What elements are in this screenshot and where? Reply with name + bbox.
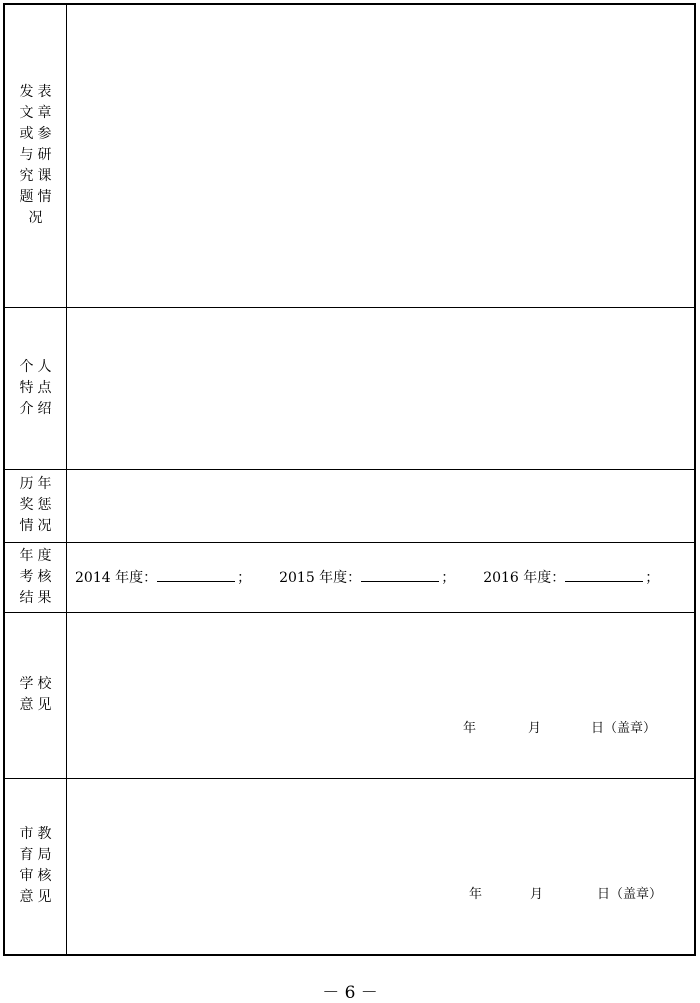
label-char: 表 xyxy=(37,84,52,101)
bureau-sig-month: 月 xyxy=(529,886,543,902)
page-number: － 6 － xyxy=(322,983,378,1003)
personal-traits-label-cell xyxy=(4,307,67,469)
personal-traits-row xyxy=(4,307,695,469)
label-char: 参 xyxy=(37,126,52,143)
label-char: 历 xyxy=(19,476,34,492)
school-opinion-row xyxy=(4,612,695,778)
bureau-signature-date xyxy=(469,883,662,902)
label-char: 果 xyxy=(37,589,52,606)
school-opinion-content-cell[interactable] xyxy=(67,612,696,778)
personal-traits-label xyxy=(5,357,66,420)
assessment-2015-sep: ； xyxy=(441,570,456,586)
label-char: 校 xyxy=(37,676,52,692)
label-char: 意 xyxy=(19,889,34,906)
publications-row xyxy=(4,4,695,307)
label-char: 见 xyxy=(37,697,52,713)
assessment-line xyxy=(67,543,694,612)
label-char: 奖 xyxy=(19,497,34,513)
label-char: 或 xyxy=(19,126,34,143)
annual-assessment-label-cell xyxy=(4,542,67,612)
annual-assessment-row xyxy=(4,542,695,612)
label-char: 考 xyxy=(19,568,34,585)
label-char: 人 xyxy=(37,358,52,375)
education-bureau-label xyxy=(5,824,66,908)
label-char: 况 xyxy=(37,518,52,534)
education-bureau-label-cell xyxy=(4,778,67,955)
education-bureau-content-cell[interactable] xyxy=(67,778,696,955)
label-char: 文 xyxy=(19,105,34,122)
personal-traits-content-cell[interactable] xyxy=(67,307,696,469)
school-opinion-label xyxy=(5,674,66,716)
assessment-2015-blank[interactable] xyxy=(361,567,439,582)
label-char-tail: 况 xyxy=(28,210,43,227)
publications-content-cell[interactable] xyxy=(67,4,696,307)
assessment-2016-sep: ； xyxy=(645,570,660,586)
label-char: 情 xyxy=(37,189,52,206)
label-char: 教 xyxy=(37,826,52,843)
label-char: 究 xyxy=(19,168,34,185)
label-char: 介 xyxy=(19,400,34,417)
label-char: 惩 xyxy=(37,497,52,513)
label-char: 见 xyxy=(37,889,52,906)
label-char: 市 xyxy=(19,826,34,843)
assessment-2014-blank[interactable] xyxy=(157,567,235,582)
awards-row xyxy=(4,469,695,542)
label-char: 审 xyxy=(19,868,34,885)
school-opinion-label-cell xyxy=(4,612,67,778)
assessment-2015-label: 2015 年度： xyxy=(279,570,362,586)
label-char: 发 xyxy=(19,84,34,101)
assessment-2015 xyxy=(279,567,455,587)
label-char: 点 xyxy=(37,379,52,396)
bureau-sig-year: 年 xyxy=(468,886,482,902)
bureau-sig-day: 日（盖章） xyxy=(596,886,662,902)
school-sig-year: 年 xyxy=(462,720,476,736)
label-char: 度 xyxy=(37,547,52,564)
label-char: 与 xyxy=(19,147,34,164)
assessment-2016 xyxy=(483,567,659,587)
label-char: 绍 xyxy=(37,400,52,417)
education-bureau-row xyxy=(4,778,695,955)
label-char: 章 xyxy=(37,105,52,122)
school-sig-month: 月 xyxy=(527,720,541,736)
label-char: 结 xyxy=(19,589,34,606)
label-char: 核 xyxy=(37,568,52,585)
label-char: 核 xyxy=(37,868,52,885)
label-char: 年 xyxy=(37,476,52,492)
annual-assessment-label xyxy=(5,546,66,609)
label-char: 学 xyxy=(19,676,34,692)
label-char: 情 xyxy=(19,518,34,534)
annual-assessment-content-cell xyxy=(67,542,696,612)
assessment-2014-sep: ； xyxy=(237,570,252,586)
awards-label-cell xyxy=(4,469,67,542)
school-signature-date xyxy=(463,717,656,736)
awards-label xyxy=(5,474,66,537)
publications-label-cell xyxy=(4,4,67,307)
label-char: 意 xyxy=(19,697,34,713)
assessment-2016-label: 2016 年度： xyxy=(483,570,566,586)
label-char: 年 xyxy=(19,547,34,564)
label-char: 育 xyxy=(19,847,34,864)
assessment-2014-label: 2014 年度： xyxy=(75,570,158,586)
school-sig-day: 日（盖章） xyxy=(590,720,656,736)
label-char: 个 xyxy=(19,358,34,375)
assessment-2014 xyxy=(75,567,251,587)
awards-content-cell[interactable] xyxy=(67,469,696,542)
label-char: 局 xyxy=(37,847,52,864)
label-char: 研 xyxy=(37,147,52,164)
assessment-2016-blank[interactable] xyxy=(565,567,643,582)
label-char: 课 xyxy=(37,168,52,185)
label-char: 题 xyxy=(19,189,34,206)
label-char: 特 xyxy=(19,379,34,396)
publications-label xyxy=(5,82,66,229)
application-form-table xyxy=(3,3,696,956)
